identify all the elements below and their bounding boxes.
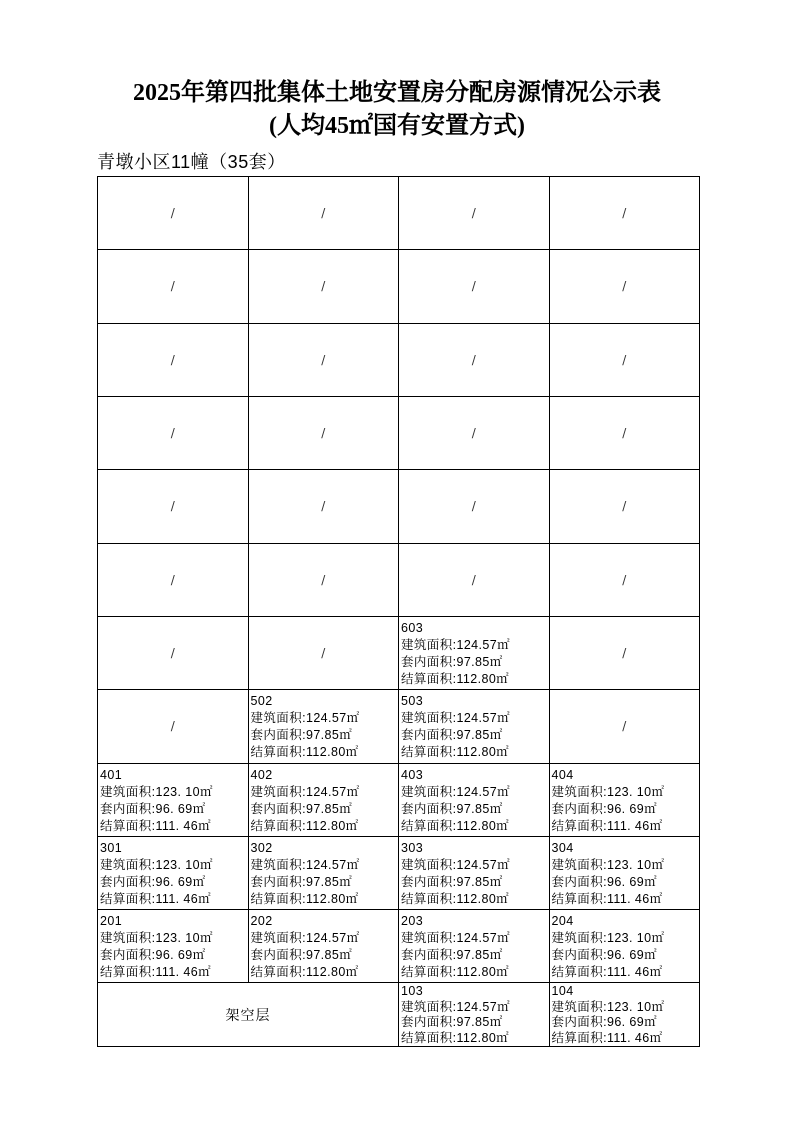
unit-number: 201 — [100, 914, 123, 929]
empty-slash-mark: / — [622, 719, 627, 734]
unit-cell — [98, 764, 249, 837]
inner-area-text: 套内面积:97.85㎡ — [250, 801, 353, 816]
unit-cell — [98, 837, 249, 910]
built-area-text: 建筑面积:124.57㎡ — [250, 784, 360, 799]
settlement-area-text: 结算面积:112.80㎡ — [401, 671, 510, 686]
empty-slash-mark: / — [321, 572, 326, 587]
inner-area-text: 套内面积:97.85㎡ — [250, 728, 353, 743]
empty-cell — [98, 544, 249, 617]
empty-cell — [98, 250, 249, 323]
stilt-floor-cell — [98, 983, 399, 1047]
unit-number: 401 — [100, 767, 123, 782]
empty-slash-mark: / — [471, 206, 476, 221]
unit-number: 404 — [551, 767, 574, 782]
built-area-text: 建筑面积:124.57㎡ — [401, 637, 511, 652]
inner-area-text: 套内面积:96. 69㎡ — [100, 874, 206, 889]
empty-slash-mark: / — [471, 426, 476, 441]
empty-slash-mark: / — [170, 572, 175, 587]
empty-cell — [98, 470, 249, 543]
empty-cell — [98, 617, 249, 690]
empty-slash-mark: / — [170, 426, 175, 441]
empty-slash-mark: / — [471, 499, 476, 514]
settlement-area-text: 结算面积:112.80㎡ — [401, 1030, 510, 1045]
empty-cell — [249, 470, 400, 543]
empty-cell — [399, 324, 550, 397]
built-area-text: 建筑面积:123. 10㎡ — [551, 857, 665, 872]
built-area-text: 建筑面积:123. 10㎡ — [551, 931, 665, 946]
unit-number: 204 — [551, 914, 574, 929]
settlement-area-text: 结算面积:111. 46㎡ — [551, 1030, 663, 1045]
empty-slash-mark: / — [170, 206, 175, 221]
unit-cell — [249, 764, 400, 837]
unit-cell — [249, 837, 400, 910]
unit-number: 103 — [401, 984, 424, 999]
settlement-area-text: 结算面积:112.80㎡ — [250, 745, 359, 760]
unit-number: 403 — [401, 767, 424, 782]
unit-number: 302 — [250, 840, 273, 855]
empty-cell — [98, 177, 249, 250]
allocation-table — [97, 176, 700, 1047]
inner-area-text: 套内面积:96. 69㎡ — [551, 1015, 658, 1030]
built-area-text: 建筑面积:123. 10㎡ — [100, 784, 213, 799]
inner-area-text: 套内面积:97.85㎡ — [401, 1015, 503, 1030]
unit-cell — [249, 690, 400, 763]
inner-area-text: 套内面积:97.85㎡ — [250, 874, 353, 889]
unit-number: 202 — [250, 914, 273, 929]
unit-number: 402 — [250, 767, 273, 782]
settlement-area-text: 结算面积:111. 46㎡ — [551, 818, 663, 833]
built-area-text: 建筑面积:124.57㎡ — [401, 999, 511, 1014]
built-area-text: 建筑面积:123. 10㎡ — [100, 931, 213, 946]
unit-cell — [399, 910, 550, 983]
empty-slash-mark: / — [321, 499, 326, 514]
empty-cell — [550, 324, 701, 397]
settlement-area-text: 结算面积:111. 46㎡ — [100, 818, 212, 833]
empty-cell — [399, 470, 550, 543]
built-area-text: 建筑面积:124.57㎡ — [401, 711, 511, 726]
unit-cell — [98, 910, 249, 983]
empty-slash-mark: / — [321, 426, 326, 441]
settlement-area-text: 结算面积:112.80㎡ — [401, 891, 510, 906]
empty-cell — [399, 177, 550, 250]
empty-slash-mark: / — [622, 426, 627, 441]
unit-cell — [399, 617, 550, 690]
unit-number: 503 — [401, 694, 424, 709]
unit-number: 301 — [100, 840, 123, 855]
built-area-text: 建筑面积:124.57㎡ — [250, 931, 360, 946]
empty-cell — [550, 250, 701, 323]
unit-number: 603 — [401, 620, 424, 635]
stilt-floor-label: 架空层 — [225, 1006, 271, 1023]
inner-area-text: 套内面积:96. 69㎡ — [551, 874, 658, 889]
empty-cell — [249, 250, 400, 323]
built-area-text: 建筑面积:123. 10㎡ — [551, 784, 665, 799]
empty-slash-mark: / — [622, 279, 627, 294]
unit-cell — [550, 910, 701, 983]
empty-slash-mark: / — [622, 572, 627, 587]
inner-area-text: 套内面积:97.85㎡ — [401, 801, 503, 816]
unit-cell — [249, 910, 400, 983]
empty-slash-mark: / — [471, 279, 476, 294]
unit-number: 203 — [401, 914, 424, 929]
page-title: 2025年第四批集体土地安置房分配房源情况公示表 — [133, 80, 661, 106]
settlement-area-text: 结算面积:111. 46㎡ — [100, 891, 212, 906]
settlement-area-text: 结算面积:112.80㎡ — [250, 891, 359, 906]
built-area-text: 建筑面积:124.57㎡ — [250, 711, 360, 726]
inner-area-text: 套内面积:97.85㎡ — [250, 948, 353, 963]
inner-area-text: 套内面积:97.85㎡ — [401, 654, 503, 669]
empty-cell — [550, 177, 701, 250]
unit-cell — [399, 690, 550, 763]
empty-cell — [399, 250, 550, 323]
empty-slash-mark: / — [471, 572, 476, 587]
settlement-area-text: 结算面积:111. 46㎡ — [551, 891, 663, 906]
built-area-text: 建筑面积:124.57㎡ — [401, 857, 511, 872]
empty-slash-mark: / — [170, 646, 175, 661]
empty-cell — [550, 544, 701, 617]
empty-slash-mark: / — [622, 646, 627, 661]
empty-slash-mark: / — [471, 352, 476, 367]
inner-area-text: 套内面积:96. 69㎡ — [100, 948, 206, 963]
settlement-area-text: 结算面积:112.80㎡ — [250, 818, 359, 833]
page-title-note: (人均45㎡国有安置方式) — [269, 113, 525, 139]
inner-area-text: 套内面积:96. 69㎡ — [551, 801, 658, 816]
empty-cell — [249, 177, 400, 250]
empty-cell — [249, 324, 400, 397]
built-area-text: 建筑面积:124.57㎡ — [401, 784, 511, 799]
empty-slash-mark: / — [321, 206, 326, 221]
inner-area-text: 套内面积:96. 69㎡ — [100, 801, 206, 816]
empty-cell — [249, 397, 400, 470]
unit-number: 104 — [551, 984, 574, 999]
settlement-area-text: 结算面积:111. 46㎡ — [551, 965, 663, 980]
empty-slash-mark: / — [170, 279, 175, 294]
empty-cell — [249, 617, 400, 690]
built-area-text: 建筑面积:123. 10㎡ — [100, 857, 213, 872]
built-area-text: 建筑面积:124.57㎡ — [401, 931, 511, 946]
empty-cell — [98, 397, 249, 470]
empty-cell — [98, 690, 249, 763]
empty-cell — [550, 617, 701, 690]
unit-cell — [399, 764, 550, 837]
empty-cell — [399, 544, 550, 617]
empty-cell — [249, 544, 400, 617]
empty-cell — [550, 397, 701, 470]
built-area-text: 建筑面积:124.57㎡ — [250, 857, 360, 872]
settlement-area-text: 结算面积:112.80㎡ — [250, 965, 359, 980]
empty-cell — [550, 690, 701, 763]
empty-cell — [550, 470, 701, 543]
unit-cell — [550, 983, 701, 1047]
empty-slash-mark: / — [321, 646, 326, 661]
empty-slash-mark: / — [622, 206, 627, 221]
empty-slash-mark: / — [321, 352, 326, 367]
unit-number: 304 — [551, 840, 574, 855]
settlement-area-text: 结算面积:112.80㎡ — [401, 965, 510, 980]
inner-area-text: 套内面积:97.85㎡ — [401, 874, 503, 889]
inner-area-text: 套内面积:97.85㎡ — [401, 728, 503, 743]
built-area-text: 建筑面积:123. 10㎡ — [551, 999, 665, 1014]
settlement-area-text: 结算面积:112.80㎡ — [401, 745, 510, 760]
unit-cell — [550, 837, 701, 910]
unit-cell — [399, 837, 550, 910]
empty-cell — [399, 397, 550, 470]
settlement-area-text: 结算面积:111. 46㎡ — [100, 965, 212, 980]
unit-number: 502 — [250, 694, 273, 709]
empty-slash-mark: / — [622, 499, 627, 514]
inner-area-text: 套内面积:96. 69㎡ — [551, 948, 658, 963]
empty-cell — [98, 324, 249, 397]
empty-slash-mark: / — [622, 352, 627, 367]
unit-cell — [550, 764, 701, 837]
inner-area-text: 套内面积:97.85㎡ — [401, 948, 503, 963]
unit-cell — [399, 983, 550, 1047]
building-subtitle: 青墩小区11幢（35套） — [97, 152, 286, 172]
empty-slash-mark: / — [170, 719, 175, 734]
empty-slash-mark: / — [170, 499, 175, 514]
empty-slash-mark: / — [321, 279, 326, 294]
empty-slash-mark: / — [170, 352, 175, 367]
settlement-area-text: 结算面积:112.80㎡ — [401, 818, 510, 833]
unit-number: 303 — [401, 840, 424, 855]
